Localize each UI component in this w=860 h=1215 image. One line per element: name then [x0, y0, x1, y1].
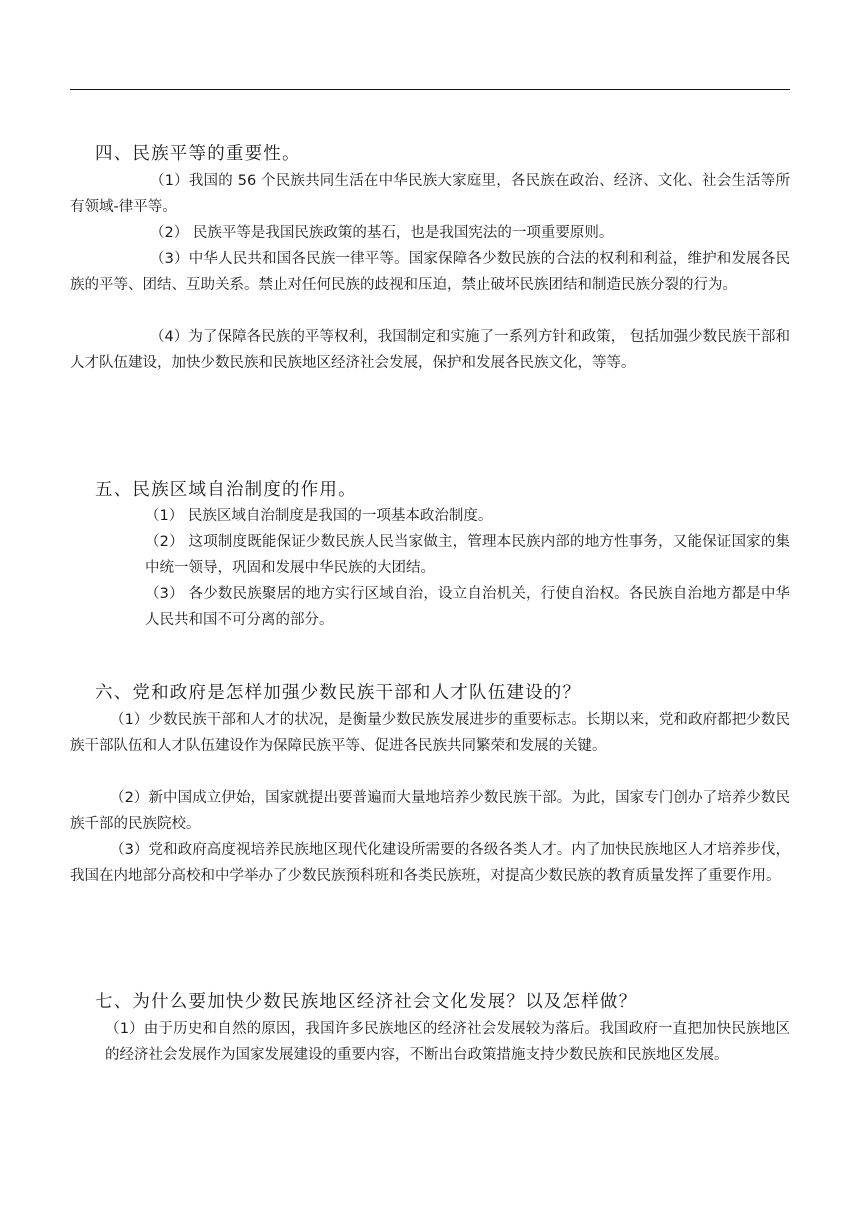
- paragraph: （3）中华人民共和国各民族一律平等。国家保障各少数民族的合法的权利和利益，维护和发展各民族的平等、团结、互助关系。禁止对任何民族的歧视和压迫，禁止破坏民族团结和制造民族分裂的行为。: [70, 251, 790, 293]
- section-heading: 五、民族区域自治制度的作用。: [95, 480, 357, 500]
- paragraph: （1）少数民族干部和人才的状况，是衡量少数民族发展进步的重要标志。长期以来，党和政府都把少数民族干部队伍和人才队伍建设作为保障民族平等、促进各民族共同繁荣和发展的关键。: [70, 712, 790, 754]
- paragraph: （2） 民族平等是我国民族政策的基石，也是我国宪法的一项重要原则。: [150, 225, 614, 241]
- paragraph: （3）党和政府高度视培养民族地区现代化建设所需要的各级各类人才。内了加快民族地区人才培养步伐，我国在内地部分高校和中学举办了少数民族预科班和各类民族班，对提高少数民族的教育质量发挥了重要作用。: [70, 842, 790, 884]
- paragraph: （1）由于历史和自然的原因，我国许多民族地区的经济社会发展较为落后。我国政府一直把加快民族地区的经济社会发展作为国家发展建设的重要内容，不断出台政策措施支持少数民族和民族地区发展。: [105, 1021, 790, 1063]
- paragraph: （1） 民族区域自治制度是我国的一项基本政治制度。: [145, 508, 493, 524]
- paragraph: （1）我国的 56 个民族共同生活在中华民族大家庭里，各民族在政治、经济、文化、社会生活等所有领域-律平等。: [70, 173, 790, 215]
- section-heading: 七、为什么要加快少数民族地区经济社会文化发展？以及怎样做？: [95, 992, 638, 1012]
- paragraph: （3） 各少数民族聚居的地方实行区域自治，设立自治机关，行使自治权。各民族自治地方都是中华人民共和国不可分离的部分。: [145, 586, 790, 628]
- paragraph: （2）新中国成立伊始，国家就提出要普遍而大量地培养少数民族干部。为此，国家专门创办了培养少数民族千部的民族院校。: [70, 790, 790, 832]
- section-heading: 四、民族平等的重要性。: [95, 144, 301, 164]
- header-rule: [70, 89, 790, 90]
- paragraph: （4）为了保障各民族的平等权利，我国制定和实施了一系列方针和政策， 包括加强少数民族干部和人才队伍建设，加快少数民族和民族地区经济社会发展，保护和发展各民族文化，等等。: [70, 329, 790, 371]
- paragraph: （2） 这项制度既能保证少数民族人民当家做主，管理本民族内部的地方性事务，又能保证国家的集中统一领导，巩固和发展中华民族的大团结。: [145, 534, 790, 576]
- section-heading: 六、党和政府是怎样加强少数民族干部和人才队伍建设的？: [95, 683, 582, 703]
